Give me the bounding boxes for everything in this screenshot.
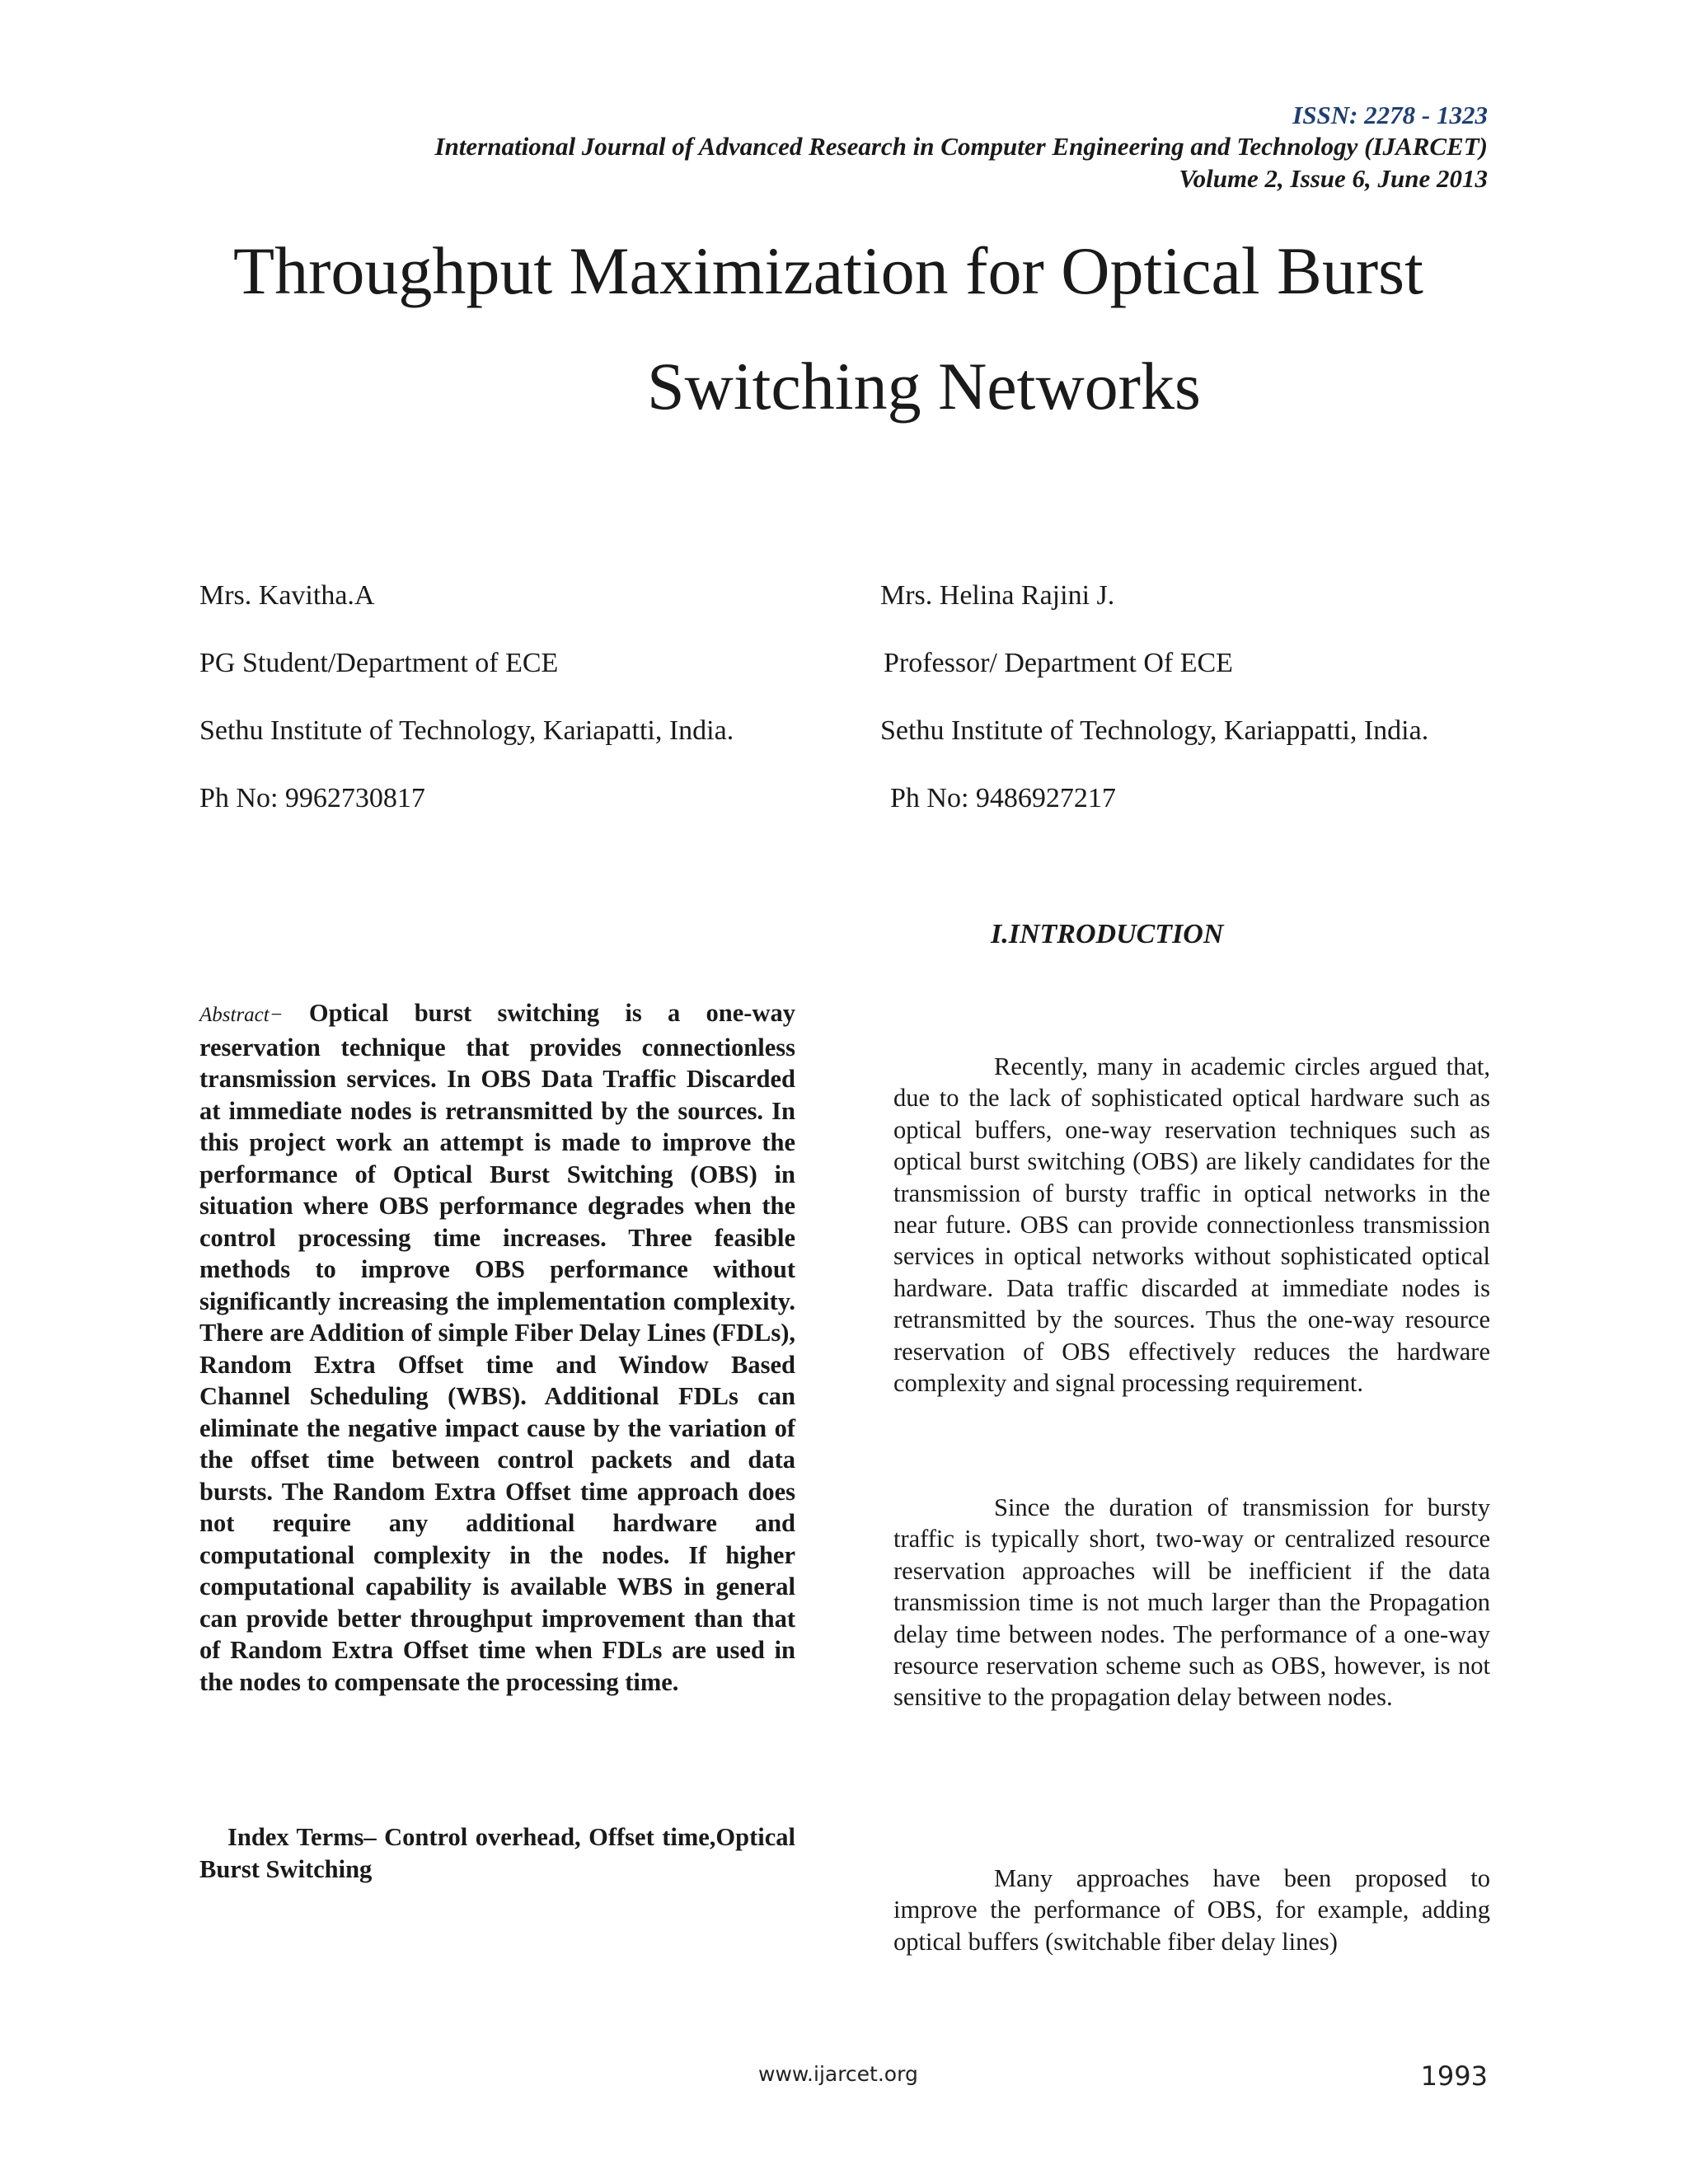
intro-paragraph-3 xyxy=(893,1863,1490,1957)
paper-title-line-2: Switching Networks xyxy=(647,349,1201,424)
author-1-role: PG Student/Department of ECE xyxy=(199,648,559,678)
paper-title-line-1: Throughput Maximization for Optical Burst xyxy=(233,233,1423,308)
page-number: 1993 xyxy=(1420,2060,1488,2092)
footer-url: www.ijarcet.org xyxy=(758,2062,918,2086)
intro-paragraph-2-text: Since the duration of transmission for bursty traffic is typically short, two-way or centralized resource reservation approaches will be inefficient if the data transmission time is not much larger than the Propagation delay time between nodes. The performance of a one-way resource reservation scheme such as OBS, however, is not sensitive to the propagation delay between nodes. xyxy=(893,1493,1490,1712)
author-1-name: Mrs. Kavitha.A xyxy=(199,580,375,611)
index-terms xyxy=(199,1821,795,1885)
intro-paragraph-1 xyxy=(893,1051,1490,1399)
header-issn: ISSN: 2278 - 1323 xyxy=(1292,101,1488,129)
header-volume: Volume 2, Issue 6, June 2013 xyxy=(1179,164,1488,193)
index-terms-text: Control overhead, Offset time,Optical Burst Switching xyxy=(199,1823,795,1883)
index-terms-label: Index Terms– xyxy=(227,1823,377,1851)
abstract-text: Optical burst switching is a one-way reservation technique that provides connectionless transmission services. In OBS Data Traffic Discarded at immediate nodes is retransmitted by the sources. In this project work an attempt is made to improve the performance of Optical Burst Switching (OBS) in situation where OBS performance degrades when the control processing time increases. Three feasible methods to improve OBS performance without significantly increasing the implementation complexity. There are Addition of simple Fiber Delay Lines (FDLs), Random Extra Offset time and Window Based Channel Scheduling (WBS). Additional FDLs can eliminate the negative impact cause by the variation of the offset time between control packets and data bursts. The Random Extra Offset time approach does not require any additional hardware and computational complexity in the nodes. If higher computational capability is available WBS in general can provide better throughput improvement than that of Random Extra Offset time when FDLs are used in the nodes to compensate the processing time. xyxy=(199,999,795,1696)
author-1-institution: Sethu Institute of Technology, Kariapatti, India. xyxy=(199,715,734,746)
author-2-institution: Sethu Institute of Technology, Kariappatti, India. xyxy=(880,715,1429,746)
header-journal: International Journal of Advanced Research in Computer Engineering and Technology (IJARCET) xyxy=(434,132,1488,161)
intro-paragraph-3-text: Many approaches have been proposed to improve the performance of OBS, for example, adding optical buffers (switchable fiber delay lines) xyxy=(893,1864,1490,1956)
author-2-name: Mrs. Helina Rajini J. xyxy=(880,580,1115,611)
abstract-label: Abstract− xyxy=(199,1004,284,1026)
author-1-phone: Ph No: 9962730817 xyxy=(199,783,425,813)
intro-paragraph-2 xyxy=(893,1492,1490,1713)
author-2-phone: Ph No: 9486927217 xyxy=(890,783,1116,813)
abstract xyxy=(199,997,795,1698)
section-heading-introduction: I.INTRODUCTION xyxy=(991,919,1224,949)
intro-paragraph-1-text: Recently, many in academic circles argued that, due to the lack of sophisticated optical hardware such as optical buffers, one-way reservation techniques such as optical burst switching (OBS) are likely candidates for the transmission of bursty traffic in optical networks in the near future. OBS can provide connectionless transmission services in optical networks without sophisticated optical hardware. Data traffic discarded at immediate nodes is retransmitted by the sources. Thus the one-way resource reservation of OBS effectively reduces the hardware complexity and signal processing requirement. xyxy=(893,1052,1490,1398)
author-2-role: Professor/ Department Of ECE xyxy=(884,648,1233,678)
